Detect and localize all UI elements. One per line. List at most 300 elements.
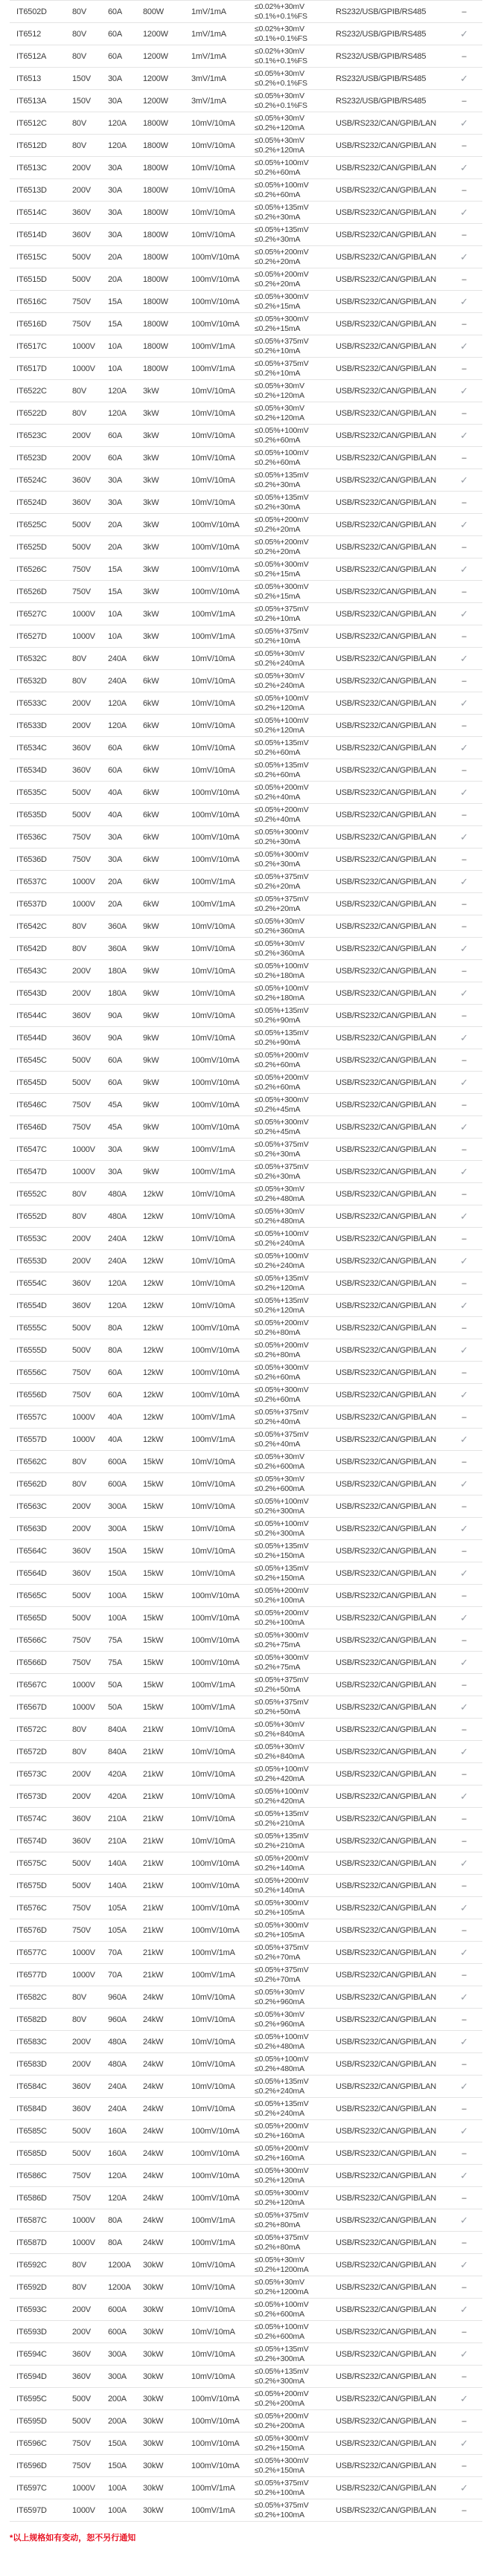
accuracy-current-line: ≤0.2%+20mA: [255, 524, 301, 534]
accuracy-current-line: ≤0.2%+15mA: [255, 301, 301, 311]
current-cell: 140A: [108, 1858, 127, 1868]
power-cell: 30kW: [143, 2305, 164, 2314]
accuracy-current-line: ≤0.2%+210mA: [255, 1818, 304, 1828]
resolution-cell: 10mV/10mA: [191, 141, 235, 150]
voltage-cell: 500V: [72, 1591, 91, 1600]
accuracy-cell: [255, 1051, 336, 1069]
voltage-cell: 750V: [72, 1390, 91, 1400]
accuracy-cell: [255, 25, 336, 43]
interface-cell: USB/RS232/CAN/GPIB/LAN: [336, 163, 436, 173]
accuracy-current-line: ≤0.2%+240mA: [255, 2086, 304, 2096]
accuracy-cell: [255, 1921, 336, 1939]
check-icon: ✓: [460, 1433, 468, 1445]
accuracy-cell: [255, 1698, 336, 1716]
power-cell: 24kW: [143, 2215, 164, 2225]
accuracy-cell: [255, 2055, 336, 2073]
accuracy-cell: [255, 292, 336, 311]
model-cell: IT6575C: [16, 1858, 47, 1868]
accuracy-current-line: ≤0.2%+105mA: [255, 1907, 304, 1917]
resolution-cell: 1mV/1mA: [191, 51, 226, 61]
current-cell: 960A: [108, 1992, 127, 2002]
table-row: [10, 1652, 482, 1674]
voltage-cell: 750V: [72, 2438, 91, 2448]
current-cell: 420A: [108, 1791, 127, 1801]
interface-cell: USB/RS232/CAN/GPIB/LAN: [336, 654, 436, 663]
accuracy-current-line: ≤0.2%+0.1%FS: [255, 100, 307, 110]
accuracy-voltage-line: ≤0.05%+100mV: [255, 1229, 309, 1238]
voltage-cell: 500V: [72, 1345, 91, 1355]
voltage-cell: 80V: [72, 2015, 86, 2024]
resolution-cell: 10mV/10mA: [191, 1479, 235, 1489]
resolution-cell: 10mV/10mA: [191, 2059, 235, 2069]
flag-cell: [446, 2372, 482, 2381]
accuracy-voltage-line: ≤0.05%+100mV: [255, 2300, 309, 2309]
power-cell: 30kW: [143, 2327, 164, 2337]
resolution-cell: 1mV/1mA: [191, 29, 226, 39]
table-row: [10, 1875, 482, 1897]
accuracy-current-line: ≤0.2%+60mA: [255, 770, 301, 779]
model-cell: IT6537D: [16, 899, 47, 909]
interface-cell: USB/RS232/CAN/GPIB/LAN: [336, 832, 436, 842]
check-icon: ✓: [460, 117, 468, 129]
power-cell: 6kW: [143, 654, 159, 663]
model-cell: IT6537C: [16, 877, 47, 886]
flag-cell: [446, 1324, 482, 1333]
accuracy-cell: [255, 47, 336, 65]
resolution-cell: 3mV/1mA: [191, 96, 226, 106]
current-cell: 20A: [108, 542, 122, 552]
model-cell: IT6587D: [16, 2238, 47, 2247]
accuracy-voltage-line: ≤0.05%+30mV: [255, 2255, 304, 2264]
accuracy-current-line: ≤0.2%+10mA: [255, 614, 301, 623]
dash-icon: –: [461, 854, 467, 864]
interface-cell: USB/RS232/CAN/GPIB/LAN: [336, 810, 436, 820]
dash-icon: –: [461, 2371, 467, 2381]
interface-cell: USB/RS232/CAN/GPIB/LAN: [336, 1591, 436, 1600]
flag-cell: [446, 2194, 482, 2203]
model-cell: IT6573C: [16, 1769, 47, 1779]
voltage-cell: 80V: [72, 7, 86, 16]
resolution-cell: 10mV/10mA: [191, 1234, 235, 1243]
table-row: [10, 1986, 482, 2009]
model-cell: IT6543D: [16, 988, 47, 998]
voltage-cell: 360V: [72, 1546, 91, 1556]
dash-icon: –: [461, 453, 467, 463]
accuracy-voltage-line: ≤0.05%+200mV: [255, 2412, 309, 2421]
power-cell: 15kW: [143, 1524, 164, 1533]
flag-cell: [446, 141, 482, 150]
accuracy-current-line: ≤0.2%+150mA: [255, 1551, 304, 1560]
table-row: [10, 1429, 482, 1451]
interface-cell: USB/RS232/CAN/GPIB/LAN: [336, 431, 436, 440]
power-cell: 6kW: [143, 698, 159, 708]
accuracy-cell: [255, 2367, 336, 2386]
flag-cell: [446, 1234, 482, 1243]
voltage-cell: 200V: [72, 185, 91, 195]
resolution-cell: 100mV/1mA: [191, 364, 235, 373]
voltage-cell: 750V: [72, 2193, 91, 2203]
model-cell: IT6515D: [16, 274, 47, 284]
resolution-cell: 100mV/1mA: [191, 1412, 235, 1422]
current-cell: 300A: [108, 2371, 127, 2381]
flag-cell: [446, 831, 482, 843]
resolution-cell: 10mV/10mA: [191, 2371, 235, 2381]
accuracy-cell: [255, 1475, 336, 1493]
accuracy-voltage-line: ≤0.05%+300mV: [255, 582, 309, 591]
voltage-cell: 750V: [72, 854, 91, 864]
interface-cell: USB/RS232/CAN/GPIB/LAN: [336, 1189, 436, 1199]
voltage-cell: 1000V: [72, 1434, 95, 1444]
interface-cell: USB/RS232/CAN/GPIB/LAN: [336, 2416, 436, 2426]
resolution-cell: 100mV/1mA: [191, 2215, 235, 2225]
accuracy-cell: [255, 1274, 336, 1292]
accuracy-current-line: ≤0.2%+120mA: [255, 725, 304, 735]
current-cell: 30A: [108, 832, 122, 842]
interface-cell: USB/RS232/CAN/GPIB/LAN: [336, 498, 436, 507]
model-cell: IT6565D: [16, 1613, 47, 1623]
accuracy-current-line: ≤0.2%+300mA: [255, 2376, 304, 2386]
accuracy-current-line: ≤0.2%+20mA: [255, 279, 301, 289]
voltage-cell: 360V: [72, 1033, 91, 1043]
model-cell: IT6516C: [16, 297, 47, 306]
resolution-cell: 10mV/10mA: [191, 1189, 235, 1199]
accuracy-current-line: ≤0.2%+75mA: [255, 1662, 301, 1672]
power-cell: 30kW: [143, 2394, 164, 2403]
accuracy-cell: [255, 1631, 336, 1649]
power-cell: 6kW: [143, 676, 159, 686]
model-cell: IT6572D: [16, 1747, 47, 1756]
voltage-cell: 200V: [72, 1501, 91, 1511]
model-cell: IT6584D: [16, 2104, 47, 2113]
voltage-cell: 80V: [72, 921, 86, 931]
accuracy-current-line: ≤0.2%+60mA: [255, 1372, 301, 1382]
table-row: [10, 202, 482, 224]
resolution-cell: 10mV/10mA: [191, 1546, 235, 1556]
accuracy-current-line: ≤0.2%+140mA: [255, 1863, 304, 1873]
accuracy-voltage-line: ≤0.05%+100mV: [255, 448, 309, 457]
model-cell: IT6592C: [16, 2260, 47, 2270]
dash-icon: –: [461, 2282, 467, 2292]
accuracy-current-line: ≤0.2%+80mA: [255, 2220, 301, 2229]
interface-cell: USB/RS232/CAN/GPIB/LAN: [336, 1680, 436, 1690]
flag-cell: [446, 1701, 482, 1713]
model-cell: IT6587C: [16, 2215, 47, 2225]
accuracy-cell: [255, 2144, 336, 2163]
interface-cell: USB/RS232/CAN/GPIB/LAN: [336, 564, 436, 574]
accuracy-cell: [255, 2077, 336, 2096]
model-cell: IT6536D: [16, 854, 47, 864]
current-cell: 120A: [108, 2193, 127, 2203]
accuracy-voltage-line: ≤0.05%+200mV: [255, 783, 309, 792]
voltage-cell: 1000V: [72, 1680, 95, 1690]
power-cell: 1800W: [143, 163, 168, 173]
power-cell: 9kW: [143, 1055, 159, 1065]
check-icon: ✓: [460, 2482, 468, 2493]
check-icon: ✓: [460, 608, 468, 619]
current-cell: 60A: [108, 1078, 122, 1087]
power-cell: 21kW: [143, 1791, 164, 1801]
accuracy-current-line: ≤0.2%+0.1%FS: [255, 78, 307, 88]
current-cell: 120A: [108, 2171, 127, 2180]
power-cell: 1200W: [143, 51, 168, 61]
interface-cell: RS232/USB/GPIB/RS485: [336, 7, 426, 16]
flag-cell: [446, 943, 482, 955]
interface-cell: USB/RS232/CAN/GPIB/LAN: [336, 520, 436, 529]
accuracy-voltage-line: ≤0.05%+300mV: [255, 1631, 309, 1640]
interface-cell: USB/RS232/CAN/GPIB/LAN: [336, 1814, 436, 1823]
model-cell: IT6563D: [16, 1524, 47, 1533]
table-row: [10, 2120, 482, 2142]
flag-cell: [446, 1947, 482, 1959]
dash-icon: –: [461, 498, 467, 507]
check-icon: ✓: [460, 1031, 468, 1043]
flag-cell: [446, 1011, 482, 1020]
accuracy-cell: [255, 1341, 336, 1359]
accuracy-voltage-line: ≤0.05%+375mV: [255, 2501, 309, 2510]
flag-cell: [446, 1145, 482, 1154]
model-cell: IT6545C: [16, 1055, 47, 1065]
flag-cell: [446, 2125, 482, 2137]
resolution-cell: 100mV/10mA: [191, 832, 240, 842]
voltage-cell: 750V: [72, 1658, 91, 1667]
accuracy-current-line: ≤0.2%+120mA: [255, 2175, 304, 2185]
current-cell: 120A: [108, 1278, 127, 1288]
table-row: [10, 826, 482, 849]
accuracy-cell: [255, 404, 336, 422]
model-cell: IT6584C: [16, 2081, 47, 2091]
table-row: [10, 1629, 482, 1652]
current-cell: 300A: [108, 1524, 127, 1533]
table-row: [10, 514, 482, 536]
table-row: [10, 246, 482, 268]
accuracy-current-line: ≤0.2%+960mA: [255, 2019, 304, 2029]
accuracy-current-line: ≤0.2%+120mA: [255, 703, 304, 712]
resolution-cell: 10mV/10mA: [191, 1033, 235, 1043]
table-row: [10, 1005, 482, 1027]
model-cell: IT6555C: [16, 1323, 47, 1333]
resolution-cell: 100mV/10mA: [191, 1925, 240, 1935]
voltage-cell: 360V: [72, 2104, 91, 2113]
table-row: [10, 268, 482, 291]
accuracy-cell: [255, 805, 336, 824]
interface-cell: USB/RS232/CAN/GPIB/LAN: [336, 609, 436, 619]
dash-icon: –: [461, 51, 467, 61]
flag-cell: [446, 320, 482, 329]
resolution-cell: 100mV/10mA: [191, 1122, 240, 1132]
voltage-cell: 750V: [72, 587, 91, 596]
interface-cell: USB/RS232/CAN/GPIB/LAN: [336, 1144, 436, 1154]
table-row: [10, 1339, 482, 1362]
flag-cell: [446, 855, 482, 864]
model-cell: IT6586C: [16, 2171, 47, 2180]
interface-cell: USB/RS232/CAN/GPIB/LAN: [336, 765, 436, 775]
table-row: [10, 2232, 482, 2254]
interface-cell: RS232/USB/GPIB/RS485: [336, 96, 426, 106]
current-cell: 80A: [108, 2238, 122, 2247]
accuracy-cell: [255, 2479, 336, 2497]
accuracy-cell: [255, 672, 336, 690]
current-cell: 45A: [108, 1122, 122, 1132]
dash-icon: –: [461, 676, 467, 686]
interface-cell: USB/RS232/CAN/GPIB/LAN: [336, 2238, 436, 2247]
resolution-cell: 10mV/10mA: [191, 721, 235, 730]
accuracy-current-line: ≤0.2%+50mA: [255, 1707, 301, 1716]
voltage-cell: 80V: [72, 1725, 86, 1734]
current-cell: 150A: [108, 1546, 127, 1556]
dash-icon: –: [461, 2416, 467, 2426]
power-cell: 9kW: [143, 1122, 159, 1132]
dash-icon: –: [461, 364, 467, 373]
flag-cell: [446, 1568, 482, 1580]
accuracy-voltage-line: ≤0.05%+300mV: [255, 1363, 309, 1372]
current-cell: 1200A: [108, 2282, 131, 2292]
resolution-cell: 100mV/10mA: [191, 542, 240, 552]
accuracy-current-line: ≤0.2%+60mA: [255, 190, 301, 199]
resolution-cell: 100mV/10mA: [191, 1858, 240, 1868]
table-row: [10, 1852, 482, 1875]
interface-cell: USB/RS232/CAN/GPIB/LAN: [336, 1524, 436, 1533]
model-cell: IT6572C: [16, 1725, 47, 1734]
resolution-cell: 100mV/10mA: [191, 319, 240, 329]
resolution-cell: 10mV/10mA: [191, 2305, 235, 2314]
interface-cell: USB/RS232/CAN/GPIB/LAN: [336, 721, 436, 730]
check-icon: ✓: [460, 563, 468, 575]
dash-icon: –: [461, 1189, 467, 1199]
voltage-cell: 1000V: [72, 877, 95, 886]
flag-cell: [446, 1166, 482, 1178]
accuracy-current-line: ≤0.2%+360mA: [255, 948, 304, 958]
power-cell: 3kW: [143, 475, 159, 485]
accuracy-cell: [255, 1899, 336, 1917]
resolution-cell: 100mV/10mA: [191, 2461, 240, 2470]
accuracy-current-line: ≤0.2%+120mA: [255, 1283, 304, 1292]
accuracy-voltage-line: ≤0.05%+135mV: [255, 1006, 309, 1015]
voltage-cell: 750V: [72, 832, 91, 842]
accuracy-voltage-line: ≤0.05%+135mV: [255, 1296, 309, 1305]
interface-cell: USB/RS232/CAN/GPIB/LAN: [336, 1948, 436, 1957]
accuracy-current-line: ≤0.2%+10mA: [255, 636, 301, 645]
accuracy-current-line: ≤0.2%+60mA: [255, 435, 301, 445]
resolution-cell: 10mV/10mA: [191, 230, 235, 239]
resolution-cell: 10mV/10mA: [191, 1524, 235, 1533]
flag-cell: [446, 1211, 482, 1223]
accuracy-voltage-line: ≤0.05%+200mV: [255, 1341, 309, 1350]
flag-cell: [446, 251, 482, 263]
current-cell: 140A: [108, 1881, 127, 1890]
interface-cell: USB/RS232/CAN/GPIB/LAN: [336, 1992, 436, 2002]
dash-icon: –: [461, 721, 467, 730]
power-cell: 12kW: [143, 1211, 164, 1221]
current-cell: 60A: [108, 1390, 122, 1400]
power-cell: 15kW: [143, 1591, 164, 1600]
check-icon: ✓: [460, 518, 468, 530]
current-cell: 60A: [108, 1055, 122, 1065]
model-cell: IT6545D: [16, 1078, 47, 1087]
flag-cell: [446, 2215, 482, 2226]
voltage-cell: 80V: [72, 1747, 86, 1756]
accuracy-current-line: ≤0.2%+60mA: [255, 167, 301, 177]
accuracy-current-line: ≤0.2%+105mA: [255, 1930, 304, 1939]
table-row: [10, 1116, 482, 1139]
accuracy-cell: [255, 225, 336, 244]
interface-cell: USB/RS232/CAN/GPIB/LAN: [336, 2438, 436, 2448]
accuracy-voltage-line: ≤0.05%+30mV: [255, 1988, 304, 1997]
voltage-cell: 200V: [72, 1791, 91, 1801]
interface-cell: USB/RS232/CAN/GPIB/LAN: [336, 341, 436, 351]
accuracy-voltage-line: ≤0.05%+30mV: [255, 1742, 304, 1751]
voltage-cell: 80V: [72, 141, 86, 150]
accuracy-cell: [255, 1675, 336, 1694]
resolution-cell: 100mV/10mA: [191, 2394, 240, 2403]
model-cell: IT6535D: [16, 810, 47, 820]
power-cell: 21kW: [143, 1970, 164, 1980]
accuracy-current-line: ≤0.2%+90mA: [255, 1037, 301, 1047]
resolution-cell: 10mV/10mA: [191, 2015, 235, 2024]
table-row: [10, 2388, 482, 2410]
resolution-cell: 100mV/10mA: [191, 2438, 240, 2448]
resolution-cell: 10mV/10mA: [191, 921, 235, 931]
table-row: [10, 1540, 482, 1562]
accuracy-voltage-line: ≤0.05%+30mV: [255, 672, 304, 680]
resolution-cell: 10mV/10mA: [191, 1568, 235, 1578]
accuracy-voltage-line: ≤0.05%+100mV: [255, 1787, 309, 1796]
voltage-cell: 80V: [72, 654, 86, 663]
flag-cell: [446, 922, 482, 931]
voltage-cell: 500V: [72, 1078, 91, 1087]
accuracy-voltage-line: ≤0.05%+100mV: [255, 2032, 309, 2041]
interface-cell: USB/RS232/CAN/GPIB/LAN: [336, 408, 436, 418]
dash-icon: –: [461, 2193, 467, 2203]
accuracy-voltage-line: ≤0.05%+30mV: [255, 114, 304, 123]
power-cell: 12kW: [143, 1189, 164, 1199]
table-row: [10, 1562, 482, 1585]
accuracy-voltage-line: ≤0.05%+100mV: [255, 1497, 309, 1506]
table-row: [10, 692, 482, 715]
model-cell: IT6567C: [16, 1680, 47, 1690]
resolution-cell: 100mV/10mA: [191, 1368, 240, 1377]
model-cell: IT6542D: [16, 944, 47, 953]
model-cell: IT6512D: [16, 141, 47, 150]
voltage-cell: 500V: [72, 1323, 91, 1333]
accuracy-current-line: ≤0.2%+40mA: [255, 792, 301, 802]
resolution-cell: 100mV/1mA: [191, 1948, 235, 1957]
accuracy-cell: [255, 1318, 336, 1337]
interface-cell: USB/RS232/CAN/GPIB/LAN: [336, 1368, 436, 1377]
current-cell: 60A: [108, 51, 122, 61]
voltage-cell: 500V: [72, 1055, 91, 1065]
power-cell: 3kW: [143, 408, 159, 418]
resolution-cell: 10mV/10mA: [191, 2327, 235, 2337]
accuracy-current-line: ≤0.2%+140mA: [255, 1885, 304, 1895]
table-row: [10, 2076, 482, 2098]
footnote: *以上规格如有变动，恕不另行通知: [10, 2534, 136, 2543]
accuracy-current-line: ≤0.2%+80mA: [255, 1327, 301, 1337]
resolution-cell: 100mV/10mA: [191, 1881, 240, 1890]
model-cell: IT6564C: [16, 1546, 47, 1556]
power-cell: 3kW: [143, 542, 159, 552]
voltage-cell: 360V: [72, 2349, 91, 2359]
power-cell: 9kW: [143, 1078, 159, 1087]
dash-icon: –: [461, 1836, 467, 1846]
dash-icon: –: [461, 319, 467, 329]
flag-cell: [446, 2015, 482, 2024]
accuracy-current-line: ≤0.2%+1200mA: [255, 2264, 309, 2274]
accuracy-current-line: ≤0.2%+150mA: [255, 2443, 304, 2453]
accuracy-voltage-line: ≤0.05%+300mV: [255, 315, 309, 323]
resolution-cell: 10mV/10mA: [191, 1814, 235, 1823]
check-icon: ✓: [460, 206, 468, 218]
accuracy-current-line: ≤0.1%+0.1%FS: [255, 56, 307, 65]
